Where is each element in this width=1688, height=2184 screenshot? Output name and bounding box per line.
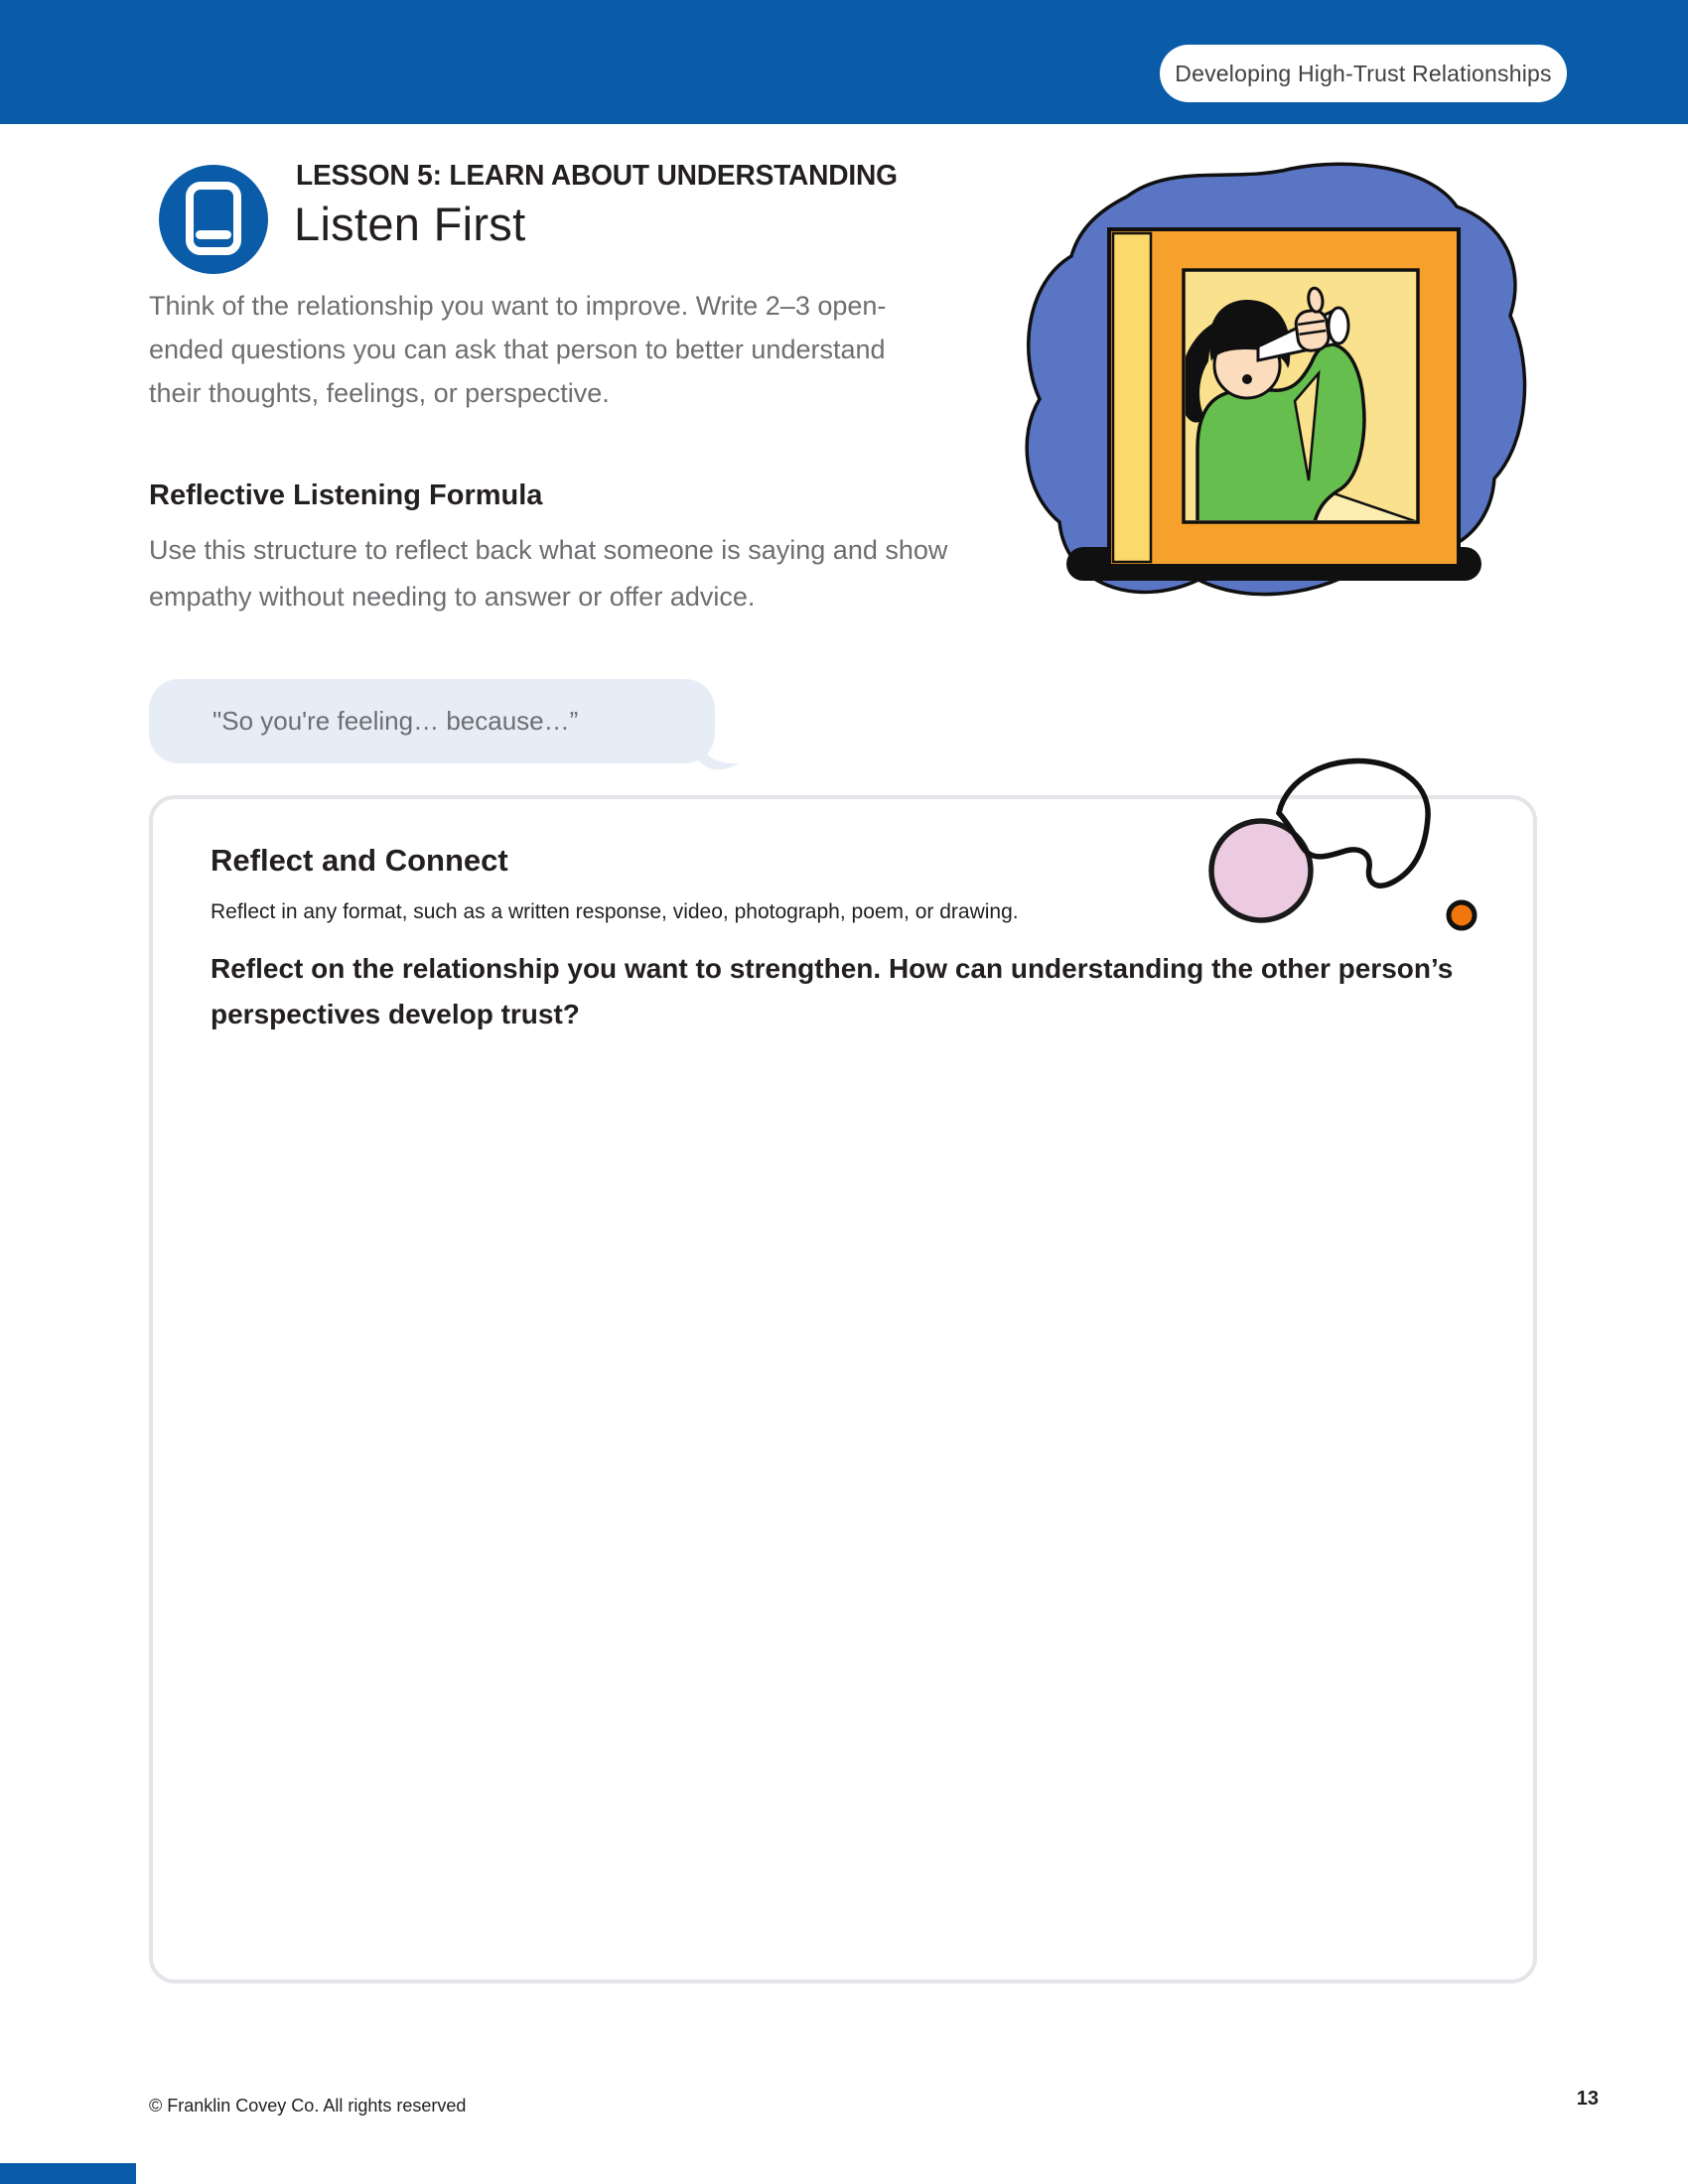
speech-bubble: [149, 679, 715, 763]
course-title-badge: [1160, 45, 1567, 102]
bottom-accent-bar: [0, 2163, 136, 2184]
writing-area: [173, 1057, 1513, 1951]
lesson-kicker: LESSON 5: LEARN ABOUT UNDERSTANDING: [296, 160, 898, 192]
reflect-and-connect-box: [149, 795, 1537, 1983]
page-number: 13: [1576, 2088, 1599, 2110]
formula-heading: Reflective Listening Formula: [149, 479, 543, 511]
reflect-box-prompt: Reflect on the relationship you want to strengthen. How can understanding the other person’s perspectives develop trust?: [211, 953, 1454, 1029]
speech-bubble-tail: [697, 743, 743, 774]
mouth: [1242, 374, 1252, 384]
reflect-box-title: Reflect and Connect: [211, 843, 508, 878]
formula-paragraph: Use this structure to reflect back what someone is saying and show empathy without needing to answer or offer advice.: [149, 535, 948, 612]
course-title-label: Developing High-Trust Relationships: [1175, 60, 1552, 86]
reflect-box-subtitle: Reflect in any format, such as a written response, video, photograph, poem, or drawing.: [211, 900, 1019, 923]
speech-bubble-text: "So you're feeling… because…”: [212, 706, 579, 736]
page-title: Listen First: [294, 198, 526, 250]
footer-copyright: © Franklin Covey Co. All rights reserved: [149, 2096, 467, 2116]
orange-dot-shape: [1449, 902, 1475, 928]
decorative-shapes: [1192, 750, 1509, 948]
listen-illustration: [1008, 149, 1539, 630]
book-icon: [159, 165, 268, 274]
intro-paragraph: Think of the relationship you want to improve. Write 2–3 open-ended questions you can ask that person to better understand their thoughts, feelings, or perspective.: [149, 291, 887, 408]
